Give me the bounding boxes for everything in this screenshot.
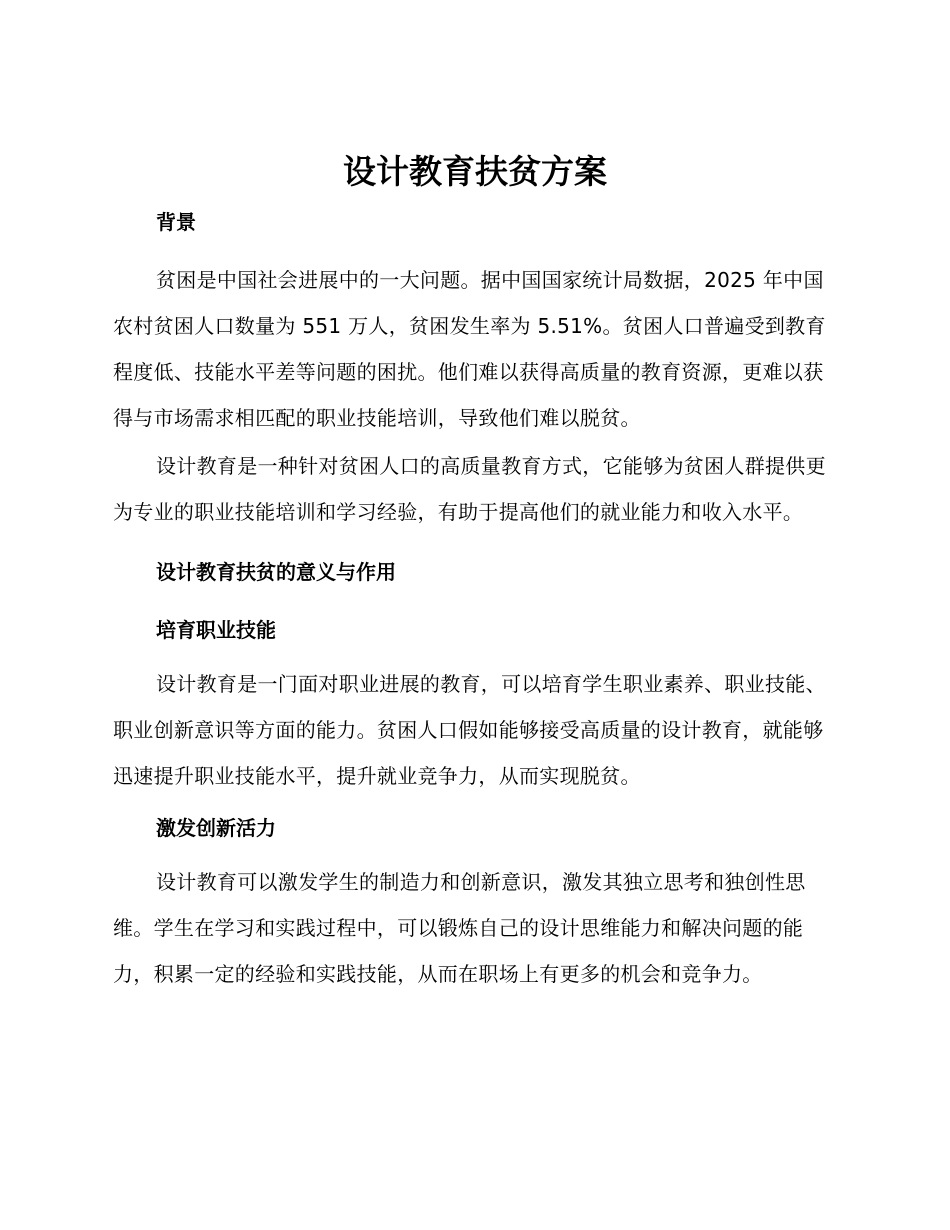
document-body xyxy=(113,205,835,997)
document-title: 设计教育扶贫方案 xyxy=(343,152,607,191)
paragraph-innovation: 设计教育可以激发学生的制造力和创新意识，激发其独立思考和独创性思维。学生在学习和实践过程中，可以锻炼自己的设计思维能力和解决问题的能力，积累一定的经验和实践技能，从而在职场上有更多的机会和竞争力。 xyxy=(113,870,806,986)
subsection-heading-innovation: 激发创新活力 xyxy=(156,816,276,840)
paragraph-background-2: 设计教育是一种针对贫困人口的高质量教育方式，它能够为贫困人群提供更为专业的职业技能培训和学习经验，有助于提高他们的就业能力和收入水平。 xyxy=(113,454,826,524)
subsection-heading-vocational-skills: 培育职业技能 xyxy=(156,618,276,642)
paragraph-background-1: 贫困是中国社会进展中的一大问题。据中国国家统计局数据，2025 年中国农村贫困人口数量为 551 万人，贫困发生率为 5.51%。贫困人口普遍受到教育程度低、技能水平差等问题的困扰。他们难以获得高质量的教育资源，更难以获得与市场需求相匹配的职业技能培训，导致他们难以脱贫。 xyxy=(113,268,826,430)
section-heading-significance: 设计教育扶贫的意义与作用 xyxy=(156,560,396,584)
section-heading-background: 背景 xyxy=(156,210,196,234)
paragraph-vocational-skills: 设计教育是一门面对职业进展的教育，可以培育学生职业素养、职业技能、职业创新意识等方面的能力。贫困人口假如能够接受高质量的设计教育，就能够迅速提升职业技能水平，提升就业竞争力，从而实现脱贫。 xyxy=(113,672,826,788)
